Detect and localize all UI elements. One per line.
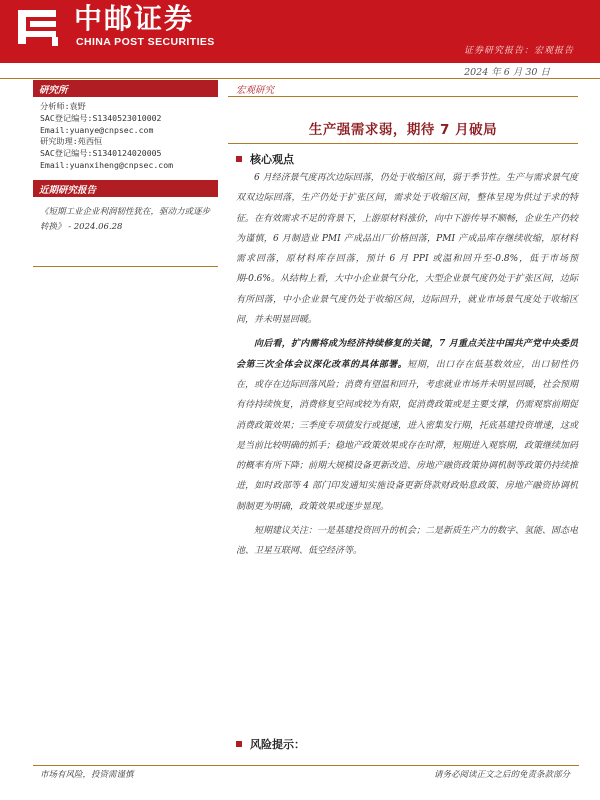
- core-view-heading: 核心观点: [236, 151, 294, 167]
- brand-name-cn: 中邮证券: [74, 2, 195, 35]
- analyst-email[interactable]: Email:yuanye@cnpsec.com: [40, 124, 154, 135]
- paragraph-2-emphasis: 向后看，扩内需将成为经济持续修复的关键，7 月重点关注中国共产党中央委员会第三次全体会议深化改革的具体部署。: [236, 339, 578, 370]
- header-band: [0, 0, 600, 63]
- footer-notice: 请务必阅读正文之后的免责条款部分: [433, 770, 570, 780]
- report-title: 生产强需求弱，期待 7 月破局: [308, 122, 498, 138]
- recent-report-link[interactable]: 《短期工业企业利润韧性犹在，驱动力或逐步转换》 - 2024.06.28: [40, 207, 211, 232]
- analyst-line: SAC登记编号:S1340124020005: [40, 148, 162, 159]
- report-date: 2024 年 6 月 30 日: [464, 67, 550, 78]
- brand-name-en: CHINA POST SECURITIES: [76, 36, 215, 48]
- risk-heading: 风险提示：: [236, 736, 305, 752]
- sidebar-divider: [33, 266, 218, 267]
- paragraph-1: 6 月经济景气度再次边际回落，仍处于收缩区间，弱于季节性。生产与需求景气度双双边际回落，生产仍处于扩张区间，需求处于收缩区间，整体呈现为供过于求的特征。在有效需求不足的背景下，上游原材料涨价，向中下游传导不顺畅，企业生产仍较为谨慎，6 月制造业 PMI 产成品出厂价格回落，PMI 产成品库存继续收缩，原材料需求回落，原材料库存回落，预计 6 月 PPI 或温和回升至-0.8%，低于市场预期-0.6%。从结构上看，大中小企业景气分化，大型企业景气度仍处于扩张区间，边际有所回落，中小企业景气度仍处于收缩区间，边际回升，就业市场景气度处于收缩区间，并未明显回暖。: [236, 173, 579, 326]
- analyst-line: 研究助理:苑西恒: [40, 136, 103, 147]
- research-institute-label: 研究所: [33, 80, 218, 97]
- paragraph-2: [236, 334, 578, 517]
- analyst-line: 分析师:袁野: [40, 101, 86, 111]
- section-label: 宏观研究: [228, 80, 578, 97]
- title-divider: [228, 143, 578, 144]
- analyst-info: [40, 101, 218, 172]
- body-text: [236, 168, 578, 562]
- report-type: 证券研究报告：宏观报告: [463, 46, 574, 56]
- paragraph-3: 短期建议关注：一是基建投资回升的机会；二是新质生产力的数字、氢能、固态电池、卫星互联网、低空经济等。: [236, 526, 579, 557]
- china-post-logo-icon: [16, 6, 62, 48]
- analyst-email[interactable]: Email:yuanxiheng@cnpsec.com: [40, 159, 174, 170]
- paragraph-2-text: 短期，出口存在低基数效应，出口韧性仍在，或存在边际回落风险；消费有望温和回升，考虑就业市场并未明显回暖，社会预期有待持续恢复，消费修复空间或较为有限，促消费政策或是主要支撑，仍需观察前期促消费政策效果；三季度专项债发行或提速，进入密集发行期，托底基建投资增速，这或是当前比较明确的抓手；稳地产政策效果或存在时滞，短期进入观察期，政策继续加码的概率有所下降；前期大规模设备更新改造、房地产融资政策协调机制等政策仍持续推进，如时政部等 4 部门印发通知实施设备更新贷款财政贴息政策、房地产融资协调机制制更为明确，政策效果或逐步显现。: [236, 359, 579, 512]
- footer-divider: [33, 765, 579, 766]
- analyst-line: SAC登记编号:S1340523010002: [40, 112, 162, 123]
- footer-disclaimer: 市场有风险，投资需谨慎: [40, 770, 134, 780]
- recent-reports-label: 近期研究报告: [33, 180, 218, 197]
